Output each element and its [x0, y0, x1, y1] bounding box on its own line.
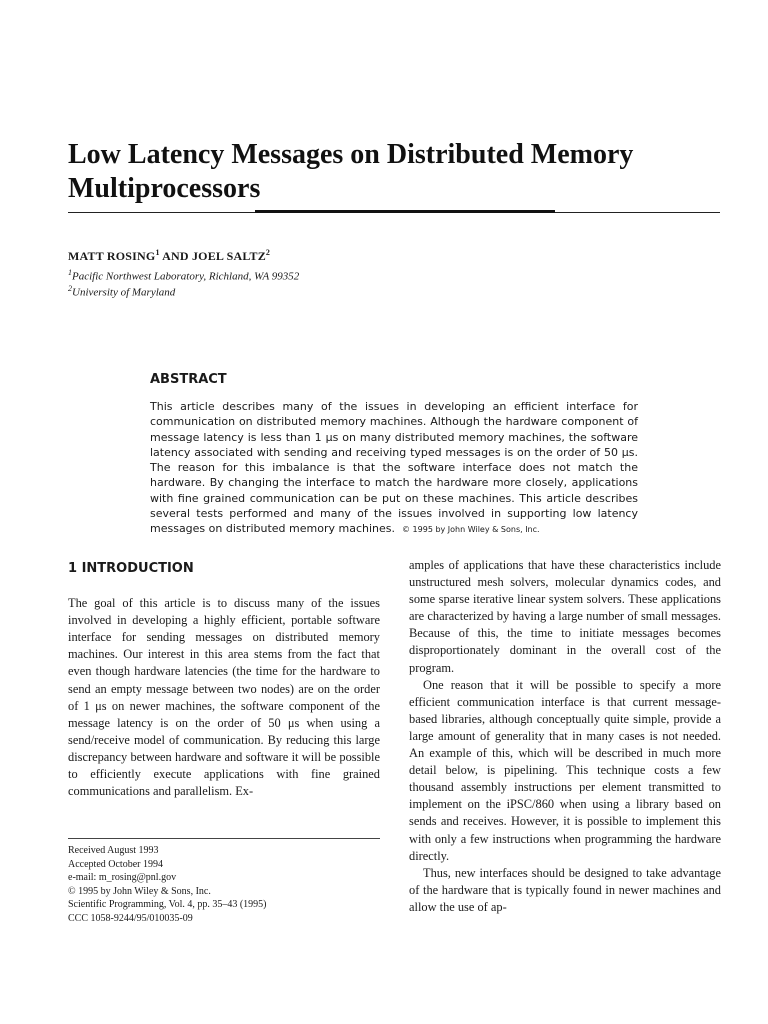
affiliation-text: University of Maryland	[72, 286, 176, 299]
affiliation-mark: 2	[265, 248, 271, 257]
abstract-copyright: © 1995 by John Wiley & Sons, Inc.	[402, 525, 540, 535]
author-name: MATT ROSING	[68, 249, 156, 263]
abstract-heading: ABSTRACT	[150, 372, 227, 387]
article-title: Low Latency Messages on Distributed Memory Multiprocessors	[68, 139, 634, 204]
body-paragraph: Thus, new interfaces should be designed to take advantage of the hardware that is typically found in newer machines and allow the use of ap-	[409, 865, 721, 914]
footnote-rule	[68, 838, 380, 839]
author-line	[68, 248, 270, 264]
journal-citation: Scientific Programming, Vol. 4, pp. 35–43 (1995)	[68, 899, 267, 910]
footnotes	[68, 844, 380, 925]
affiliation-mark: 1	[68, 268, 72, 277]
left-column	[68, 560, 380, 800]
body-paragraph: One reason that it will be possible to specify a more efficient communication interface is that current message-based libraries, although conceptually quite simple, provide a large amount of generality that in many cases is not needed. An example of this, which will be described in much more detail below, is pipelining. This technique costs a few thousand assembly instructions per element transmitted to implement on the iPSC/860 when using a library based on sends and receives. However, it is possible to implement this with only a few instructions when programming the hardware directly.	[409, 677, 721, 863]
affiliation	[68, 284, 175, 299]
affiliation-mark: 2	[68, 284, 72, 293]
author-connector: AND	[159, 249, 192, 263]
abstract-text	[150, 399, 638, 538]
copyright-line: © 1995 by John Wiley & Sons, Inc.	[68, 885, 211, 897]
section-heading: 1 INTRODUCTION	[68, 561, 194, 576]
received-date: Received August 1993	[68, 845, 159, 856]
body-paragraph: The goal of this article is to discuss many of the issues involved in developing a highly efficient, portable software interface for sending messages on distributed memory machines. Our interest in this area stems from the fact that even though hardware latencies (the time for the hardware to send an empty message between two nodes) are on the order of 1 μs on newer machines, the software component of the message latency is on the order of 50 μs when using a send/receive model of communication. By reducing this large discrepancy between hardware and software it will be possible to efficiently execute applications with fine grained communications and parallelism. Ex-	[68, 596, 380, 799]
affiliation-text: Pacific Northwest Laboratory, Richland, WA 99352	[72, 270, 300, 283]
affiliation	[68, 268, 299, 283]
abstract-section	[150, 372, 638, 538]
right-column	[409, 557, 721, 916]
contact-email: e-mail: m_rosing@pnl.gov	[68, 872, 177, 883]
author-name: JOEL SALTZ	[191, 249, 266, 263]
abstract-body: This article describes many of the issues in developing an efficient interface for communication on distributed memory machines. Although the hardware component of message latency is less than 1 μs on many distributed memory machines, the software latency associated with sending and receiving typed messages is on the order of 50 μs. The reason for this imbalance is that the software interface does not match the hardware. By changing the interface to match the hardware more closely, applications with fine grained communication can be put on these machines. This article describes several tests performed and many of the issues involved in supporting low latency messages on distributed memory machines.	[150, 400, 638, 536]
ccc-code: CCC 1058-9244/95/010035-09	[68, 912, 193, 924]
affiliation-mark: 1	[155, 248, 160, 257]
body-paragraph: amples of applications that have these characteristics include unstructured mesh solvers, molecular dynamics codes, and some sparse iterative linear system solvers. These applications are characterized by having a large number of small messages. Because of this, the time to initiate messages becomes disproportionately dominant in the overall cost of the program.	[409, 558, 721, 675]
accepted-date: Accepted October 1994	[68, 858, 163, 870]
title-rule-accent	[255, 210, 555, 213]
